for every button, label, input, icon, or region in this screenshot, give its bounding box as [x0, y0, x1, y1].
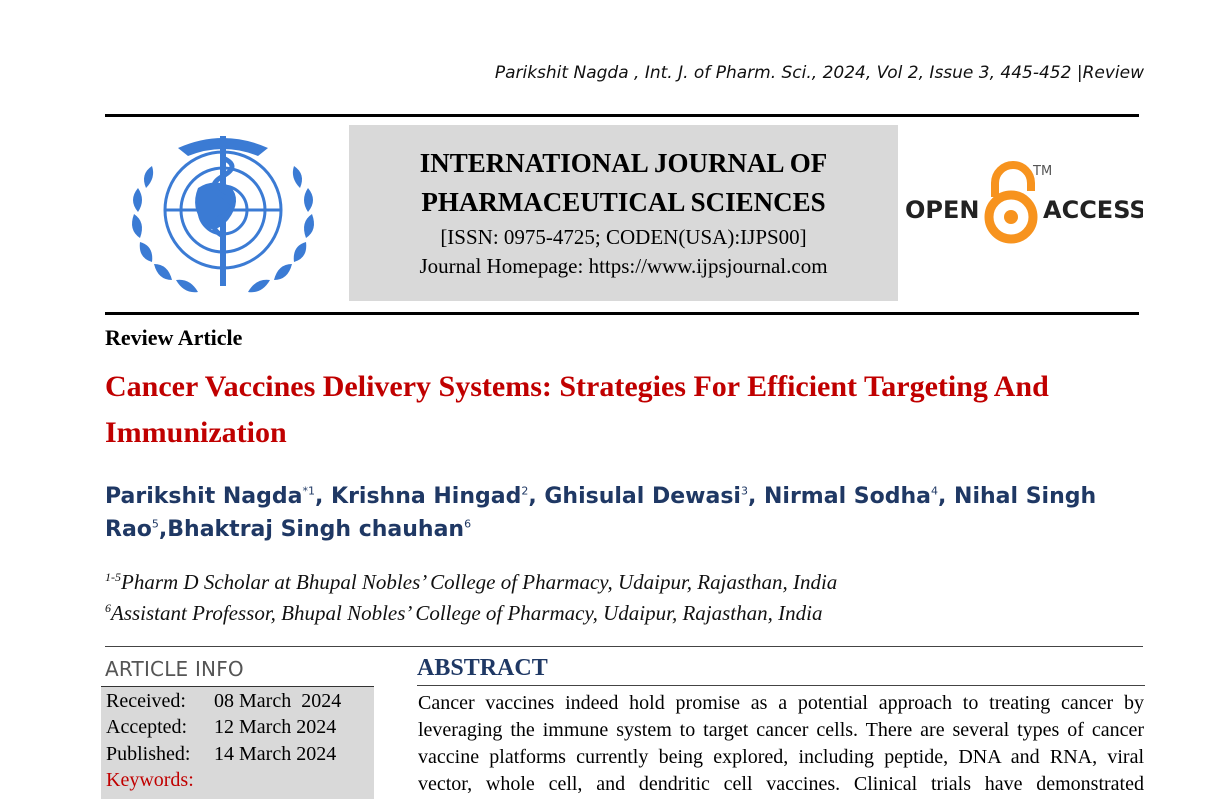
journal-title-line1: INTERNATIONAL JOURNAL OF: [419, 148, 828, 178]
author-name: Ghisulal Dewasi: [544, 484, 741, 509]
author-mark: 3: [740, 484, 748, 498]
author-mark: 4: [931, 484, 938, 498]
published-date: 14 March 2024: [214, 743, 337, 765]
journal-issn: [ISSN: 0975-4725; CODEN(USA):IJPS00]: [440, 225, 807, 249]
open-access-right-text: ACCESS: [1043, 196, 1143, 224]
abstract-body: [418, 690, 1144, 798]
who-emblem-icon: [118, 128, 328, 304]
author-name: Bhaktraj Singh chauhan: [167, 517, 465, 542]
author-name: Parikshit Nagda: [105, 484, 303, 509]
article-type: Review Article: [105, 325, 243, 350]
open-access-logo: [903, 155, 1143, 250]
header-rule-top: [105, 114, 1139, 117]
received-row: [106, 690, 341, 713]
article-title: Cancer Vaccines Delivery Systems: Strategies For Efficient Targeting And Immunization: [105, 370, 1049, 449]
header-rule-bottom: [105, 312, 1139, 315]
author-mark: 2: [521, 484, 529, 498]
affiliation-2: [105, 601, 822, 626]
affiliation-text: Pharm D Scholar at Bhupal Nobles’ College of Pharmacy, Udaipur, Rajasthan, India: [121, 570, 838, 594]
author-name: Nihal Singh Rao: [105, 484, 1097, 542]
article-info-heading: ARTICLE INFO: [105, 657, 244, 681]
section-divider: [105, 646, 1143, 647]
author-name: Nirmal Sodha: [764, 484, 931, 509]
article-info-box: [101, 686, 374, 799]
abstract-line: vector, whole cell, and dendritic cell vaccines. Clinical trials have demonstrated: [418, 773, 1144, 795]
affiliation-mark: 6: [105, 601, 111, 615]
accepted-date: 12 March 2024: [214, 716, 337, 738]
published-row: [106, 743, 336, 766]
accepted-row: [106, 716, 336, 739]
affiliation-1: [105, 570, 837, 595]
accepted-label: Accepted:: [106, 716, 188, 738]
open-access-left-text: OPEN: [905, 196, 980, 224]
author-mark: *1: [302, 484, 315, 498]
journal-title-line2: PHARMACEUTICAL SCIENCES: [421, 187, 826, 217]
abstract-line: vaccine platforms currently being explored, including peptide, DNA and RNA, viral: [418, 746, 1144, 768]
abstract-rule: [417, 685, 1145, 686]
received-label: Received:: [106, 690, 186, 712]
author-list: Parikshit Nagda$^{*1}$, Krishna Hingad$^2$, Ghisulal Dewasi$^3$, Nirmal Sodha$^4$, Nihal Singh Rao$^5$,Bhaktraj Singh chauhan$^6$: [105, 484, 1097, 542]
author-mark: 6: [464, 517, 472, 531]
author-name: Krishna Hingad: [331, 484, 522, 509]
keywords-label: Keywords:: [106, 769, 194, 791]
author-mark: 5: [151, 517, 159, 531]
journal-masthead: [349, 125, 898, 301]
open-access-tm: TM: [1033, 164, 1053, 179]
journal-homepage[interactable]: Journal Homepage: https://www.ijpsjournal.com: [419, 254, 828, 278]
received-date: 08 March 2024: [214, 690, 342, 712]
affiliation-text: Assistant Professor, Bhupal Nobles’ College of Pharmacy, Udaipur, Rajasthan, India: [111, 601, 823, 625]
affiliation-mark: 1-5: [105, 570, 121, 584]
abstract-heading: ABSTRACT: [417, 655, 548, 681]
published-label: Published:: [106, 743, 191, 765]
running-head: Parikshit Nagda , Int. J. of Pharm. Sci., 2024, Vol 2, Issue 3, 445-452 |Review: [494, 63, 1144, 83]
abstract-line: leveraging the immune system to target cancer cells. There are several types of cancer: [418, 719, 1144, 741]
abstract-line: Cancer vaccines indeed hold promise as a potential approach to treating cancer by: [418, 692, 1144, 714]
